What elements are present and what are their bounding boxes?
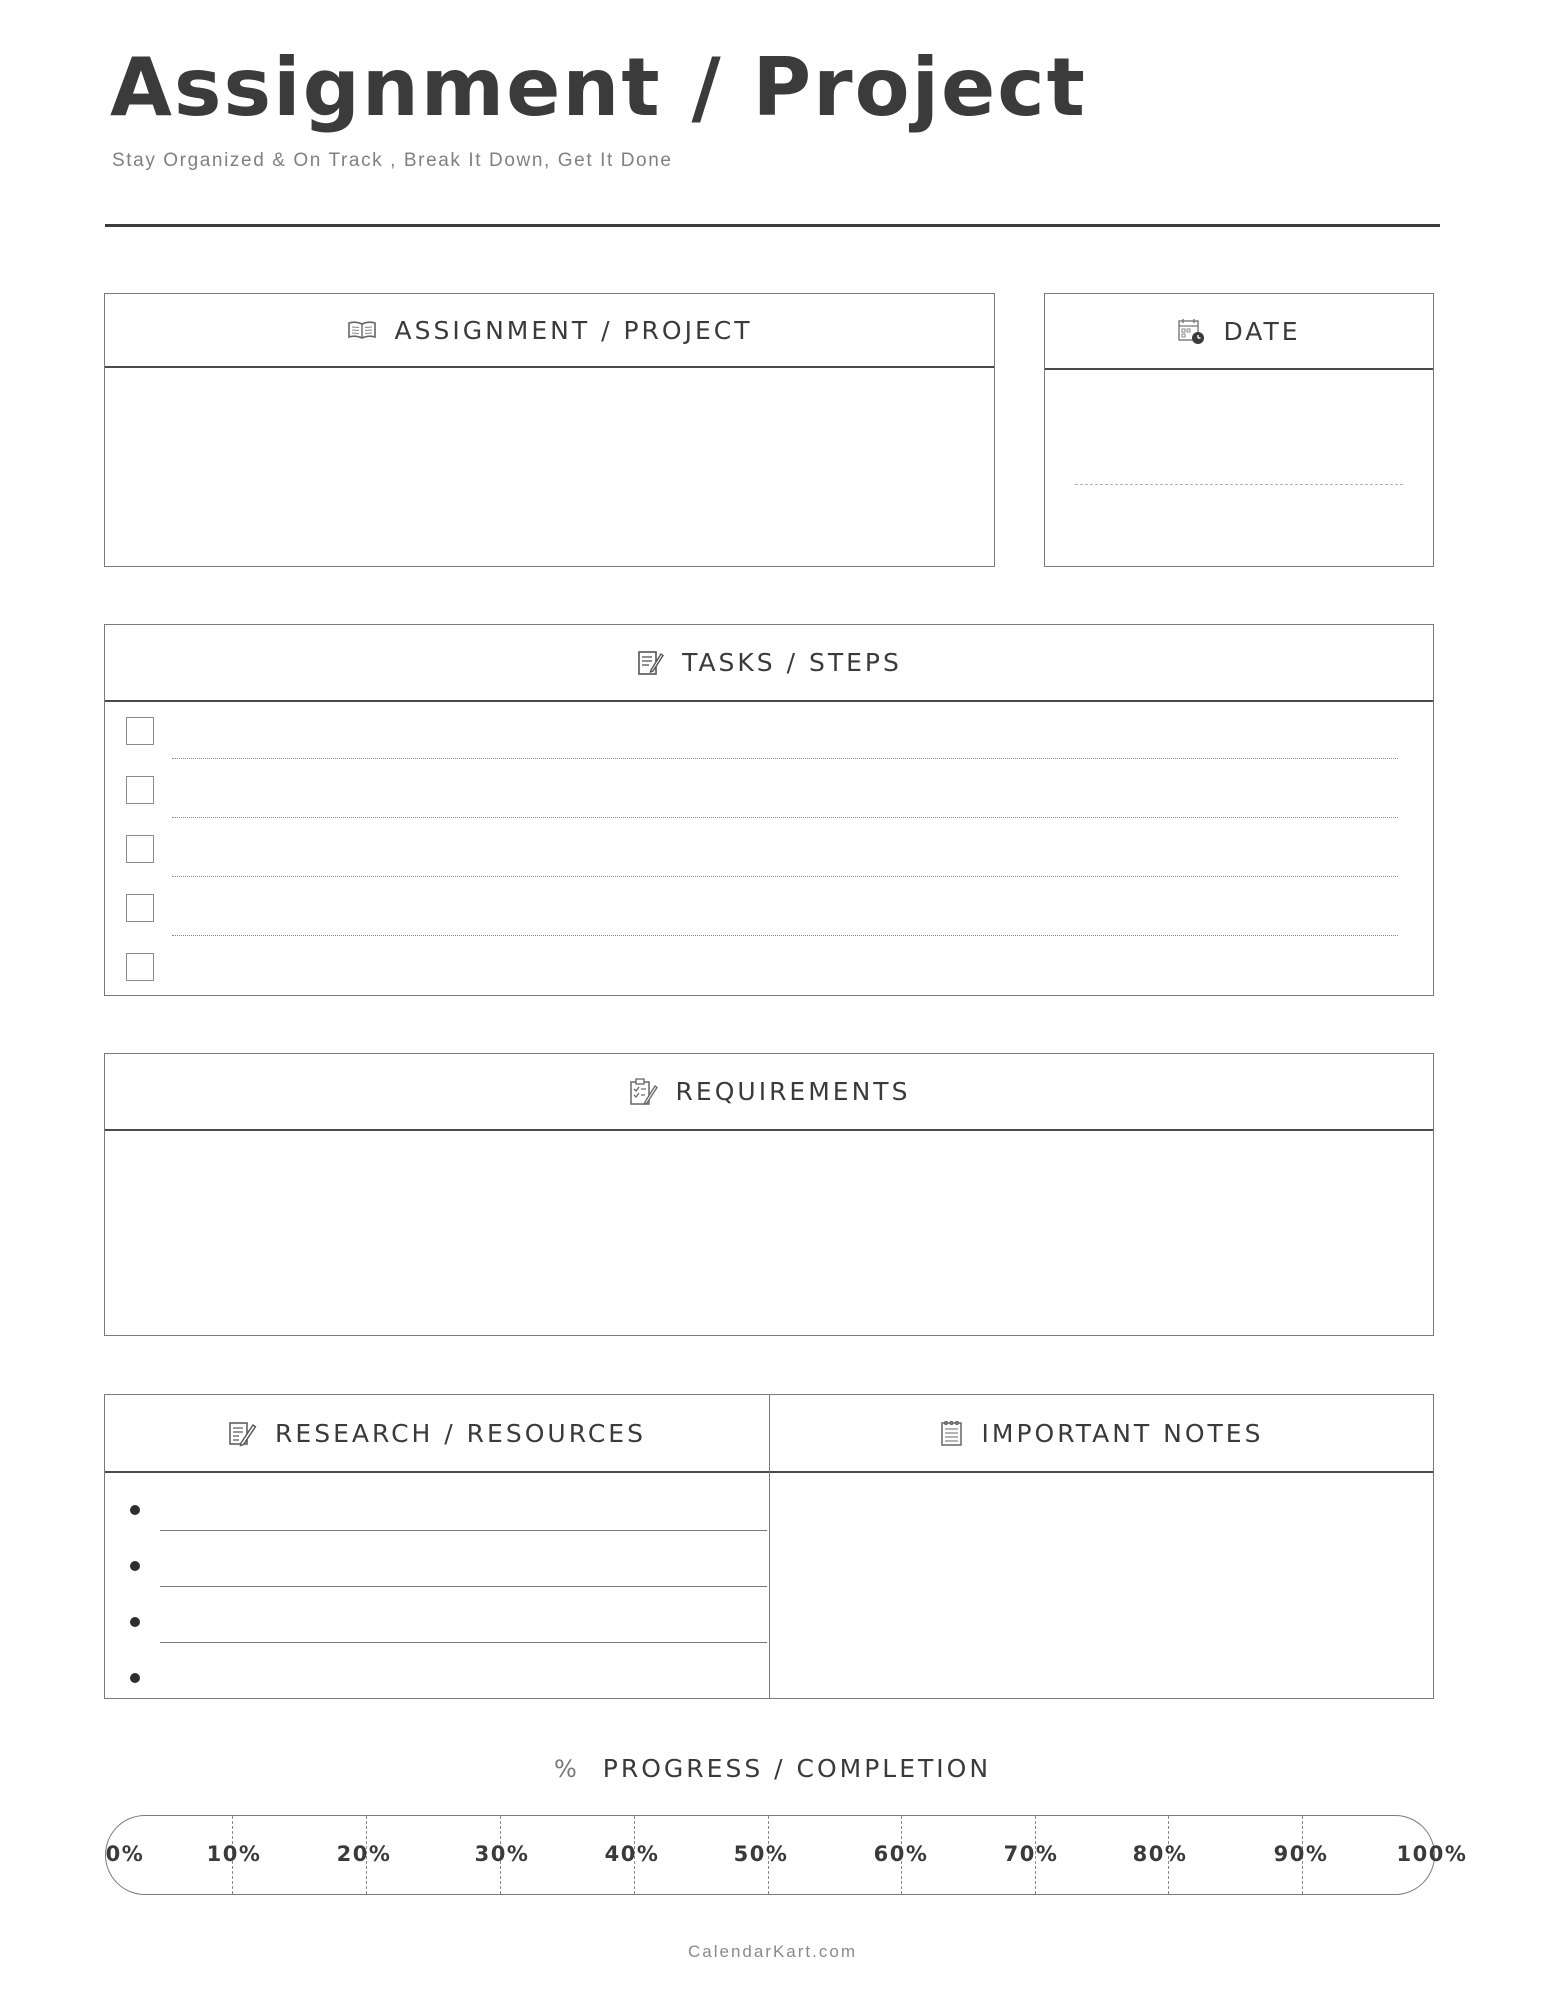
progress-tick-label: 80% <box>1132 1842 1188 1866</box>
progress-tick-label: 70% <box>1003 1842 1059 1866</box>
task-checkbox[interactable] <box>126 835 154 863</box>
open-book-icon <box>347 320 377 340</box>
task-checkbox[interactable] <box>126 776 154 804</box>
page-title: Assignment / Project <box>110 41 1087 134</box>
notepad-pencil-icon <box>636 649 664 677</box>
progress-tick-label: 60% <box>873 1842 929 1866</box>
percent-icon: % <box>553 1754 577 1783</box>
progress-label: PROGRESS / COMPLETION <box>602 1754 992 1783</box>
document-pen-icon <box>227 1419 257 1447</box>
date-box <box>1044 293 1434 567</box>
progress-tick-label: 20% <box>336 1842 392 1866</box>
date-label: DATE <box>1223 316 1301 346</box>
assignment-input-area[interactable] <box>105 368 994 566</box>
resource-bullet <box>130 1617 140 1627</box>
footer-site: CalendarKart.com <box>687 1942 857 1961</box>
date-header <box>1045 294 1433 370</box>
assignment-header <box>105 294 994 368</box>
progress-tick-label: 90% <box>1273 1842 1329 1866</box>
notes-header <box>769 1394 1434 1472</box>
task-line[interactable] <box>172 876 1398 877</box>
clipboard-checklist-icon <box>628 1077 658 1107</box>
spiral-notepad-icon <box>940 1419 964 1447</box>
progress-tick-label: 50% <box>733 1842 789 1866</box>
resource-bullet <box>130 1673 140 1683</box>
assignment-label: ASSIGNMENT / PROJECT <box>394 315 753 345</box>
progress-tick-label: 30% <box>474 1842 530 1866</box>
resource-line[interactable] <box>160 1530 767 1531</box>
task-checkbox[interactable] <box>126 953 154 981</box>
tasks-box <box>104 624 1434 996</box>
progress-tick-label: 0% <box>105 1842 145 1866</box>
task-line[interactable] <box>172 758 1398 759</box>
requirements-label: REQUIREMENTS <box>675 1077 911 1106</box>
requirements-box <box>104 1053 1434 1336</box>
requirements-input-area[interactable] <box>105 1131 1433 1335</box>
task-line[interactable] <box>172 935 1398 936</box>
requirements-header <box>105 1054 1433 1131</box>
tasks-header <box>105 625 1433 702</box>
assignment-box <box>104 293 995 567</box>
progress-tick-label: 100% <box>1396 1842 1468 1866</box>
task-checkbox[interactable] <box>126 717 154 745</box>
calendar-clock-icon <box>1177 317 1205 345</box>
page-subtitle: Stay Organized & On Track , Break It Down, Get It Done <box>112 150 673 171</box>
notes-label: IMPORTANT NOTES <box>981 1418 1264 1448</box>
task-checkbox[interactable] <box>126 894 154 922</box>
progress-tick-label: 40% <box>604 1842 660 1866</box>
research-header <box>104 1394 769 1472</box>
research-label: RESEARCH / RESOURCES <box>275 1418 646 1448</box>
notes-input-area[interactable] <box>771 1473 1433 1698</box>
resource-bullet <box>130 1505 140 1515</box>
resource-bullet <box>130 1561 140 1571</box>
progress-tick-label: 10% <box>206 1842 262 1866</box>
title-divider <box>105 224 1440 227</box>
progress-header <box>0 1754 1545 1783</box>
resource-line[interactable] <box>160 1642 767 1643</box>
resource-line[interactable] <box>160 1586 767 1587</box>
task-line[interactable] <box>172 817 1398 818</box>
tasks-label: TASKS / STEPS <box>682 648 902 677</box>
date-input-line[interactable] <box>1075 484 1403 485</box>
